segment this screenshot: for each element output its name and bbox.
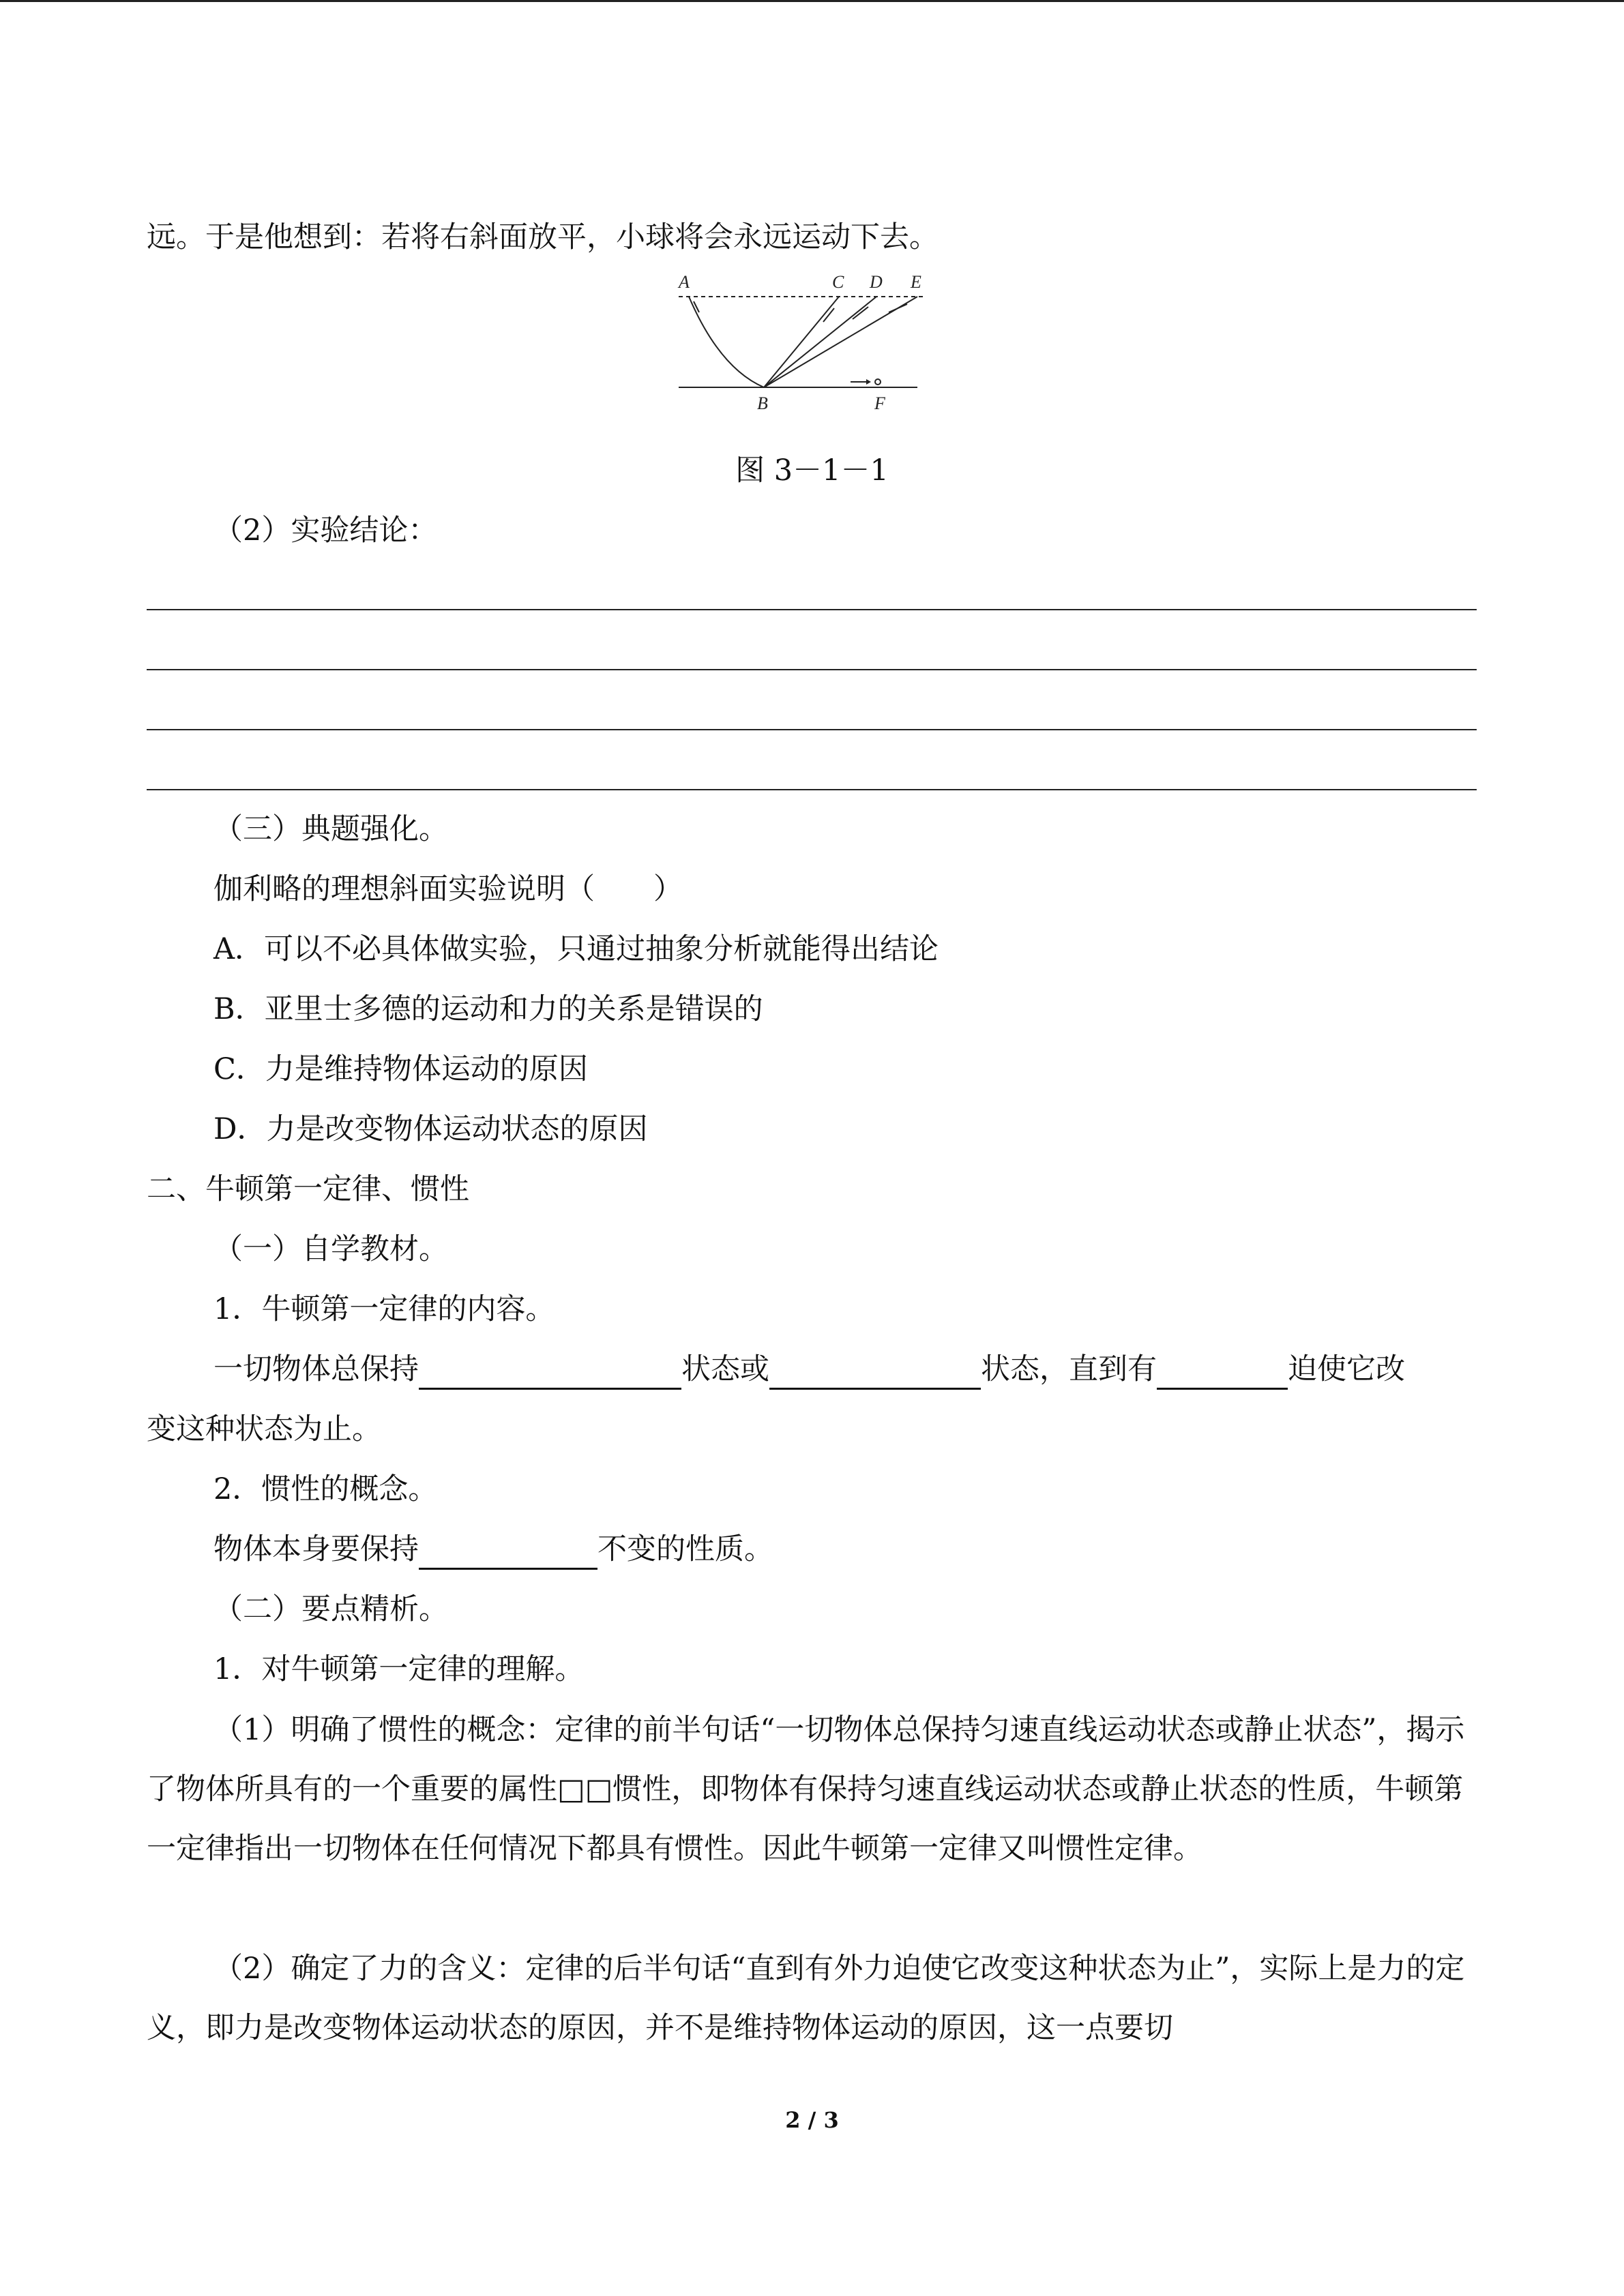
conclusion-label: （2）实验结论： <box>213 513 438 548</box>
option-a: A．可以不必具体做实验，只通过抽象分析就能得出结论 <box>213 932 939 966</box>
item2-text-1: 物体本身要保持 <box>213 1532 419 1566</box>
ramp-bd <box>764 297 876 387</box>
option-d: D．力是改变物体运动状态的原因 <box>213 1112 648 1146</box>
left-ramp-curve <box>689 297 764 387</box>
blank-1[interactable] <box>419 1356 681 1390</box>
paragraph-1: （1）明确了惯性的概念：定律的前半句话“一切物体总保持匀速直线运动状态或静止状态”，揭示了物体所具有的一个重要的属性□□惯性，即物体有保持匀速直线运动状态或静止状态的性质，牛顿第一定律指出一切物体在任何情况下都具有惯性。因此牛顿第一定律又叫惯性定律。 <box>147 1713 1465 1866</box>
answer-line-4 <box>147 789 1477 790</box>
item1-text-1: 一切物体总保持 <box>213 1352 419 1386</box>
label-d: D <box>870 272 883 292</box>
label-e: E <box>911 272 921 292</box>
answer-line-2 <box>147 669 1477 670</box>
blank-2[interactable] <box>769 1356 981 1390</box>
item1-text-3: 状态，直到有 <box>981 1352 1157 1386</box>
self-study-heading: （一）自学教材。 <box>213 1232 448 1266</box>
label-c: C <box>832 272 844 292</box>
arrow-f-head <box>866 379 871 385</box>
understanding-title: 1．对牛顿第一定律的理解。 <box>213 1652 585 1686</box>
inclined-plane-figure <box>672 266 931 423</box>
section-title: 二、牛顿第一定律、惯性 <box>147 1172 469 1206</box>
ball-f <box>875 379 881 385</box>
item1-title: 1．牛顿第一定律的内容。 <box>213 1292 555 1326</box>
blank-4[interactable] <box>419 1536 597 1570</box>
intro-line: 远。于是他想到：若将右斜面放平，小球将会永远运动下去。 <box>147 220 939 254</box>
label-f: F <box>874 393 885 413</box>
paragraph-2: （2）确定了力的含义：定律的后半句话“直到有外力迫使它改变这种状态为止”，实际上是力的定义，即力是改变物体运动状态的原因，并不是维持物体运动的原因，这一点要切 <box>147 1952 1465 2045</box>
option-c: C．力是维持物体运动的原因 <box>213 1052 588 1086</box>
question-text: 伽利略的理想斜面实验说明（ ） <box>213 872 683 906</box>
item1-text-4: 迫使它改 <box>1288 1352 1405 1386</box>
answer-line-3 <box>147 729 1477 730</box>
item1-fill-line <box>213 1349 1405 1390</box>
reinforce-heading: （三）典题强化。 <box>213 812 448 846</box>
figure-caption: 图 3－1－1 <box>735 453 889 488</box>
item2-title: 2．惯性的概念。 <box>213 1472 438 1506</box>
item2-fill-line <box>213 1529 773 1570</box>
blank-3[interactable] <box>1157 1356 1288 1390</box>
item1-end: 变这种状态为止。 <box>147 1412 381 1446</box>
arrow-a <box>694 301 699 312</box>
page-top-border <box>0 0 1624 2</box>
page-number: 2 / 3 <box>785 2107 839 2133</box>
arrow-c <box>823 308 834 322</box>
label-b: B <box>757 393 768 413</box>
option-b: B．亚里士多德的运动和力的关系是错误的 <box>213 992 763 1026</box>
ramp-bc <box>764 297 839 387</box>
key-points-heading: （二）要点精析。 <box>213 1592 448 1626</box>
label-a: A <box>679 272 690 292</box>
item2-text-2: 不变的性质。 <box>597 1532 773 1566</box>
arrow-e <box>889 304 907 312</box>
answer-line-1 <box>147 609 1477 610</box>
item1-text-2: 状态或 <box>681 1352 769 1386</box>
